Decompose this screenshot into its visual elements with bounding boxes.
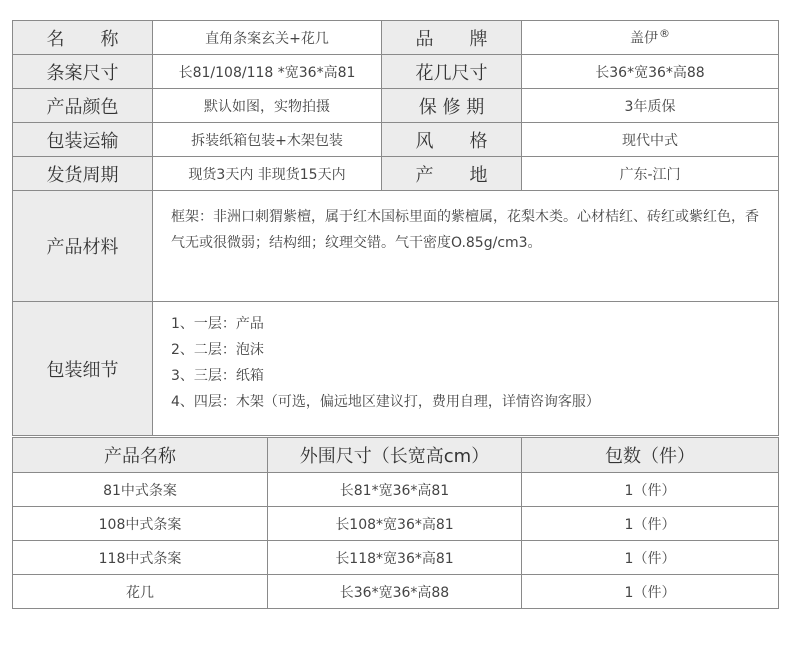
shipping-label: 包装运输 (13, 123, 153, 157)
header-outer-size: 外围尺寸（长宽高cm） (268, 438, 522, 473)
outer-size-cell: 长118*宽36*高81 (268, 541, 522, 575)
spec-row-packing (13, 302, 779, 436)
package-count-cell: 1（件） (522, 575, 779, 609)
warranty-label: 保 修 期 (382, 89, 522, 123)
package-size-table (12, 437, 779, 609)
packing-label: 包装细节 (13, 302, 153, 436)
package-count-cell: 1（件） (522, 507, 779, 541)
product-name-cell: 花几 (13, 575, 268, 609)
color-value: 默认如图，实物拍摄 (153, 89, 382, 123)
brand-label: 品 牌 (382, 21, 522, 55)
origin-label: 产 地 (382, 157, 522, 191)
package-count-cell: 1（件） (522, 541, 779, 575)
table-size-value: 长81/108/118 *宽36*高81 (153, 55, 382, 89)
outer-size-cell: 长36*宽36*高88 (268, 575, 522, 609)
warranty-value: 3年质保 (522, 89, 779, 123)
origin-value: 广东-江门 (522, 157, 779, 191)
brand-value: 盖伊 (630, 30, 658, 47)
spec-row-material (13, 191, 779, 302)
name-value: 直角条案玄关+花几 (153, 21, 382, 55)
delivery-label: 发货周期 (13, 157, 153, 191)
table-size-label: 条案尺寸 (13, 55, 153, 89)
package-count-cell: 1（件） (522, 473, 779, 507)
stand-size-label: 花几尺寸 (382, 55, 522, 89)
size-table-header (13, 438, 779, 473)
header-product-name: 产品名称 (13, 438, 268, 473)
stand-size-value: 长36*宽36*高88 (522, 55, 779, 89)
product-name-cell: 118中式条案 (13, 541, 268, 575)
material-label: 产品材料 (13, 191, 153, 302)
product-name-cell: 81中式条案 (13, 473, 268, 507)
product-name-cell: 108中式条案 (13, 507, 268, 541)
table-row (13, 541, 779, 575)
spec-row-name (13, 21, 779, 55)
name-label: 名 称 (13, 21, 153, 55)
delivery-value: 现货3天内 非现货15天内 (153, 157, 382, 191)
spec-row-size (13, 55, 779, 89)
packing-item: 3、三层：纸箱 (171, 368, 264, 384)
registered-mark: ® (659, 27, 670, 41)
table-row (13, 507, 779, 541)
spec-row-color (13, 89, 779, 123)
shipping-value: 拆装纸箱包装+木架包装 (153, 123, 382, 157)
packing-item: 1、一层：产品 (171, 316, 264, 332)
outer-size-cell: 长81*宽36*高81 (268, 473, 522, 507)
packing-item: 2、二层：泡沫 (171, 342, 264, 358)
outer-size-cell: 长108*宽36*高81 (268, 507, 522, 541)
style-label: 风 格 (382, 123, 522, 157)
packing-list (153, 302, 779, 436)
spec-row-shipping (13, 123, 779, 157)
style-value: 现代中式 (522, 123, 779, 157)
color-label: 产品颜色 (13, 89, 153, 123)
header-package-count: 包数（件） (522, 438, 779, 473)
packing-item: 4、四层：木架（可选，偏远地区建议打，费用自理，详情咨询客服） (171, 394, 600, 410)
table-row (13, 575, 779, 609)
material-text: 框架：非洲口刺猬紫檀，属于红木国标里面的紫檀属，花梨木类。心材桔红、砖红或紫红色，香气无或很微弱；结构细；纹理交错。气干密度O.85g/cm3。 (153, 191, 779, 302)
product-spec-table (12, 20, 779, 436)
brand-value-cell (522, 21, 779, 55)
table-row (13, 473, 779, 507)
spec-row-delivery (13, 157, 779, 191)
